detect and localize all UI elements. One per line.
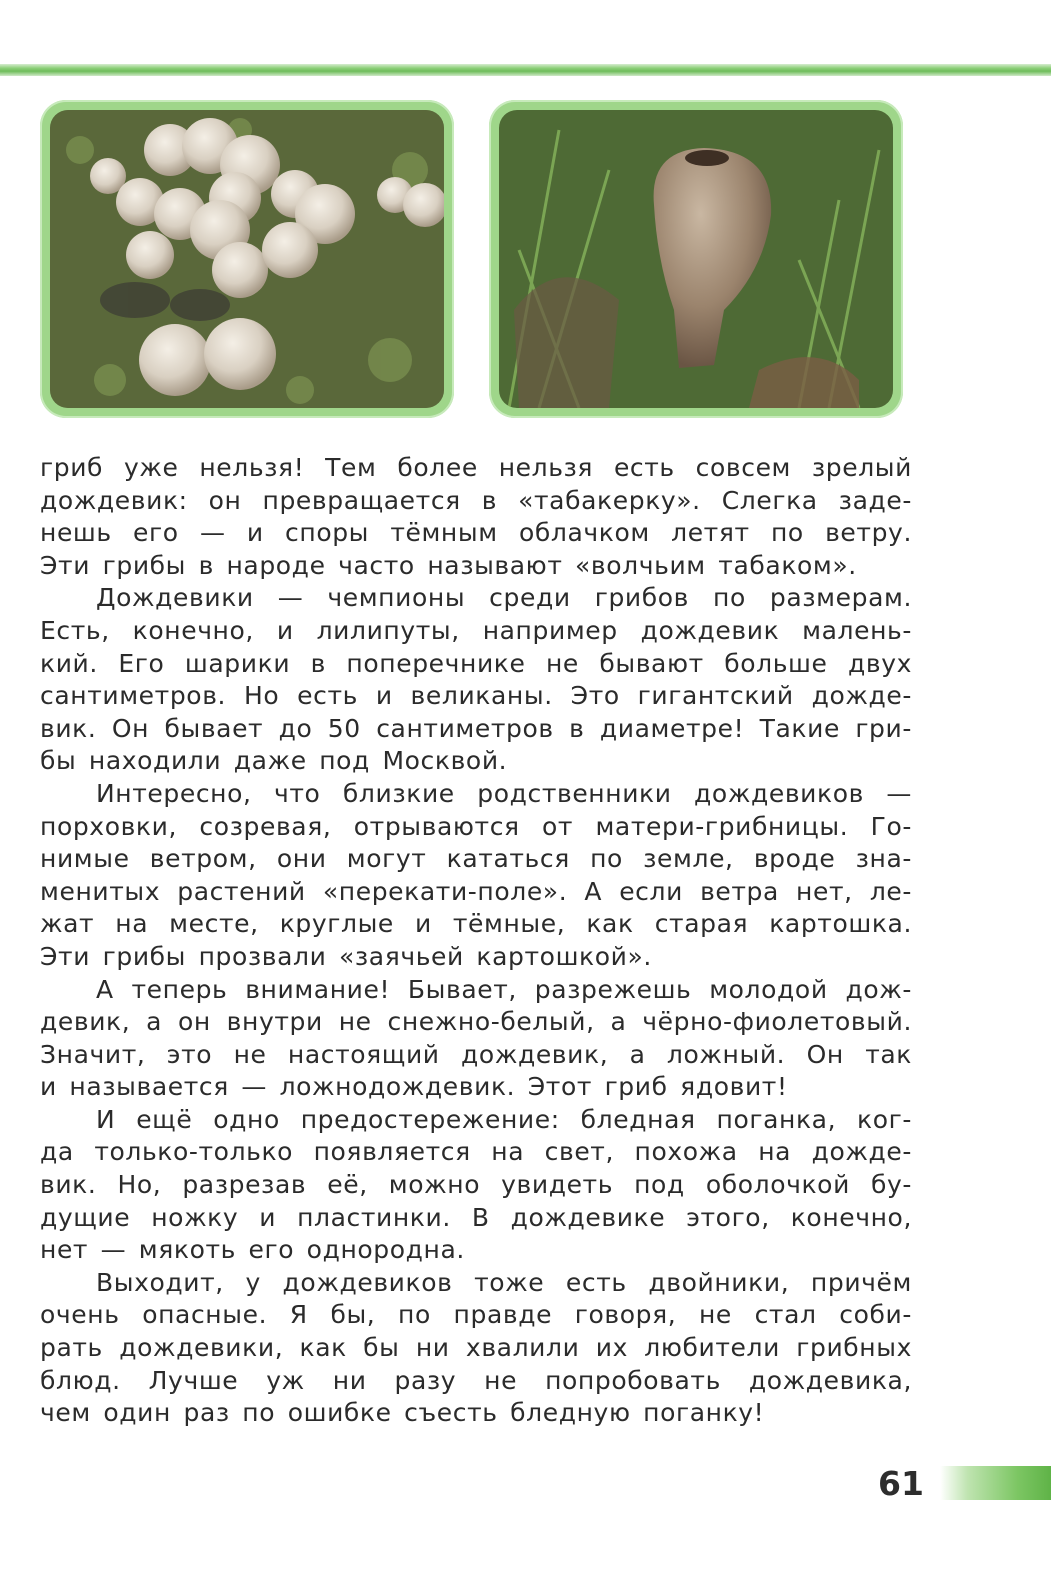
giant-puffball-photo <box>499 110 893 408</box>
paragraph-4-line: А теперь внимание! Бывает, разрежешь молодой дож- <box>96 974 912 1004</box>
photo-frame-right <box>489 100 903 418</box>
paragraph-3-line: менитых растений «перекати-поле». А если ветра нет, ле- <box>40 876 912 906</box>
paragraph-3-line: нимые ветром, они могут кататься по земле, вроде зна- <box>40 844 912 874</box>
paragraph-3-line: жат на месте, круглые и тёмные, как старая картошка. <box>40 909 912 939</box>
paragraph-4-line: девик, а он внутри не снежно-белый, а чёрно-фиолетовый. <box>40 1007 912 1037</box>
paragraph-2-line: вик. Он бывает до 50 сантиметров в диаметре! Такие гри- <box>40 713 912 743</box>
paragraph-3-line: Эти грибы прозвали «заячьей картошкой». <box>40 941 652 971</box>
paragraph-2-line: Дождевики — чемпионы среди грибов по размерам. <box>96 583 912 613</box>
paragraph-6-line: рать дождевики, как бы ни хвалили их любители грибных <box>40 1333 912 1363</box>
paragraph-5-line: дущие ножку и пластинки. В дождевике этого, конечно, <box>40 1202 912 1232</box>
page-number: 61 <box>878 1464 924 1503</box>
page-number-tab <box>940 1466 1051 1500</box>
paragraph-4-line: Значит, это не настоящий дождевик, а ложный. Он так <box>40 1039 912 1069</box>
paragraph-5-line: И ещё одно предостережение: бледная поганка, ког- <box>96 1104 912 1134</box>
paragraph-3-line: Интересно, что близкие родственники дождевиков — <box>96 778 912 808</box>
paragraph-6-line: чем один раз по ошибке съесть бледную поганку! <box>40 1398 765 1428</box>
paragraph-4-line: и называется — ложнодождевик. Этот гриб ядовит! <box>40 1072 788 1102</box>
paragraph-3-line: порховки, созревая, отрываются от матери-грибницы. Го- <box>40 811 912 841</box>
article-text <box>40 452 912 1430</box>
paragraph-2-line: Есть, конечно, и лилипуты, например дождевик малень- <box>40 615 912 645</box>
paragraph-1-line: Эти грибы в народе часто называют «волчьим табаком». <box>40 550 857 580</box>
paragraph-1-line: гриб уже нельзя! Тем более нельзя есть совсем зрелый <box>40 453 912 482</box>
paragraph-1-line: дождевик: он превращается в «табакерку». Слегка заде- <box>40 485 912 515</box>
paragraph-6-line: блюд. Лучше уж ни разу не попробовать дождевика, <box>40 1365 912 1395</box>
photo-frame-left <box>40 100 454 418</box>
paragraph-2-line: кий. Его шарики в поперечнике не бывают больше двух <box>40 648 912 678</box>
paragraph-5-line: вик. Но, разрезав её, можно увидеть под оболочкой бу- <box>40 1170 912 1200</box>
paragraph-2-line: бы находили даже под Москвой. <box>40 746 508 776</box>
paragraph-6-line: Выходит, у дождевиков тоже есть двойники, причём <box>96 1267 912 1297</box>
paragraph-5-line: да только-только появляется на свет, похожа на дожде- <box>40 1137 912 1167</box>
top-green-rule <box>0 64 1051 76</box>
puffball-cluster-photo <box>50 110 444 408</box>
paragraph-6-line: очень опасные. Я бы, по правде говоря, не стал соби- <box>40 1300 912 1330</box>
paragraph-5-line: нет — мякоть его однородна. <box>40 1235 465 1265</box>
paragraph-2-line: сантиметров. Но есть и великаны. Это гигантский дожде- <box>40 681 912 711</box>
paragraph-1-line: нешь его — и споры тёмным облачком летят по ветру. <box>40 518 912 548</box>
